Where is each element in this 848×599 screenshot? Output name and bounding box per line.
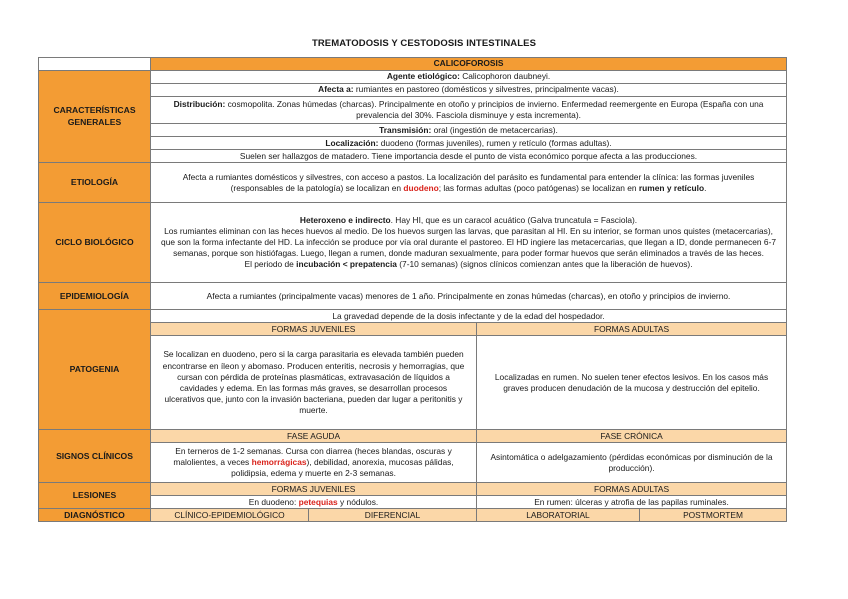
lesiones-juveniles [151, 496, 477, 509]
etiologia-cell [151, 163, 787, 203]
ciclo-heteroxeno: Heteroxeno e indirecto [299, 214, 391, 225]
section-diagnostico: DIAGNÓSTICO [39, 509, 151, 522]
calicoforosis-table [38, 57, 787, 522]
patogenia-juveniles: Se localizan en duodeno, pero si la carga parasitaria es elevada también pueden encontrarse en íleon y abomaso. Producen enteritis, necrosis y hemorragias, que cursan con pérdida de proteínas plasmáticas, extravasación de líquidos a cavidades y edema. En las formas más graves, se desarrollan procesos ulcerativos que, junto con la invasión bacteriana, pueden dar lugar a peritonitis y muerte. [151, 336, 477, 430]
transmision-cell [151, 124, 787, 137]
lesiones-juv-red: petequias [298, 496, 338, 507]
distribucion-text: cosmopolita. Zonas húmedas (charcas). Principalmente en otoño y principios de invierno. Enfermedad reemergente en Europa (España con una prevalencia del 30%. Fasciola disminuye y esta incrementa). [225, 99, 764, 121]
diagnostico-postmortem: POSTMORTEM [640, 509, 787, 522]
document-title: TREMATODOSIS Y CESTODOSIS INTESTINALES [311, 38, 537, 49]
ciclo-periodo [159, 259, 778, 270]
afecta-cell [151, 84, 787, 97]
afecta-label: Afecta a: [318, 84, 354, 95]
ciclo-periodo-pre: El periodo de [244, 259, 297, 270]
section-caracteristicas: CARACTERÍSTICAS GENERALES [39, 71, 151, 163]
signos-cronica: Asintomática o adelgazamiento (pérdidas económicas por disminución de la producción). [477, 443, 787, 483]
section-lesiones: LESIONES [39, 483, 151, 509]
signos-aguda-pre: En terneros de 1-2 semanas. Cursa con diarrea (heces blandas, oscuras y malolientes, a veces [173, 446, 452, 468]
table-header: CALICOFOROSIS [151, 58, 787, 71]
etiologia-text-2: ; las formas adultas (poco patógenas) se localizan en [438, 182, 639, 193]
section-signos: SIGNOS CLÍNICOS [39, 430, 151, 483]
epidemiologia-cell: Afecta a rumiantes (principalmente vacas) menores de 1 año. Principalmente en zonas húmedas (charcas), en otoño y principios de invierno. [151, 283, 787, 310]
lesiones-juv-pre: En duodeno: [248, 496, 299, 507]
signos-aguda [151, 443, 477, 483]
agente-cell [151, 71, 787, 84]
diagnostico-diferencial: DIFERENCIAL [309, 509, 477, 522]
lesiones-adultas: En rumen: úlceras y atrofia de las papilas ruminales. [477, 496, 787, 509]
ciclo-cell [151, 203, 787, 283]
etiologia-rumen: rumen y retículo [638, 182, 705, 193]
distribucion-cell [151, 97, 787, 124]
section-etiologia: ETIOLOGÍA [39, 163, 151, 203]
patogenia-col-adultas: FORMAS ADULTAS [477, 323, 787, 336]
signos-col-cronica: FASE CRÓNICA [477, 430, 787, 443]
lesiones-col-adultas: FORMAS ADULTAS [477, 483, 787, 496]
ciclo-periodo-bold: incubación < prepatencia [296, 259, 397, 270]
distribucion-label: Distribución: [173, 99, 226, 109]
signos-aguda-post: ), debilidad, anorexia, mucosas pálidas, polidipsia, edema y muerte en 2-3 semanas. [231, 457, 454, 479]
ciclo-periodo-post: (7-10 semanas) (signos clínicos comienzan antes que la liberación de huevos). [396, 259, 693, 270]
section-epidemiologia: EPIDEMIOLOGÍA [39, 283, 151, 310]
ciclo-line1 [159, 215, 778, 226]
transmision-label: Transmisión: [379, 124, 432, 135]
ciclo-line1-text: . Hay HI, que es un caracol acuático (Galva truncatula = Fasciola). [390, 214, 638, 225]
localizacion-text: duodeno (formas juveniles), rumen y retículo (formas adultas). [378, 137, 612, 148]
diagnostico-clinico: CLÍNICO-EPIDEMIOLÓGICO [151, 509, 309, 522]
etiologia-duodeno: duodeno [403, 182, 439, 193]
agente-text: Calicophoron daubneyi. [459, 71, 551, 82]
transmision-text: oral (ingestión de metacercarias). [431, 124, 558, 135]
patogenia-adultas: Localizadas en rumen. No suelen tener efectos lesivos. En los casos más graves producen denudación de la mucosa y destrucción del epitelio. [477, 336, 787, 430]
localizacion-label: Localización: [325, 137, 379, 148]
signos-col-aguda: FASE AGUDA [151, 430, 477, 443]
signos-aguda-red: hemorrágicas [251, 457, 307, 468]
ciclo-body: Los rumiantes eliminan con las heces huevos al medio. De los huevos surgen las larvas, que parasitan al HI. En su interior, se forman unos quistes (metacercarias), que son la forma infectante del HD. La infección se produce por vía oral durante el pastoreo. El HD ingiere las metacercarias, que llegan a ID, donde permanecen 6-7 semanas, porque son histiófagas. Luego, llegan a rumen, donde maduran sexualmente, para poder formar huevos que serán eliminados a través de las heces. [161, 226, 777, 259]
agente-label: Agente etiológico: [386, 71, 460, 82]
etiologia-text-3: . [704, 182, 707, 193]
lesiones-juv-post: y nódulos. [337, 496, 379, 507]
afecta-text: rumiantes en pastoreo (domésticos y silvestres, principalmente vacas). [353, 84, 619, 95]
section-ciclo: CICLO BIOLÓGICO [39, 203, 151, 283]
etiologia-text-1: Afecta a rumiantes domésticos y silvestres, con acceso a pastos. La localización del parásito es fundamental para entender la clínica: las formas juveniles (responsables de la patología) se localizan en [182, 171, 755, 193]
patogenia-intro: La gravedad depende de la dosis infectante y de la edad del hospedador. [151, 310, 787, 323]
matadero-cell: Suelen ser hallazgos de matadero. Tiene importancia desde el punto de vista económico porque afecta a las producciones. [151, 150, 787, 163]
lesiones-col-juveniles: FORMAS JUVENILES [151, 483, 477, 496]
patogenia-col-juveniles: FORMAS JUVENILES [151, 323, 477, 336]
localizacion-cell [151, 137, 787, 150]
section-patogenia: PATOGENIA [39, 310, 151, 430]
diagnostico-laboratorial: LABORATORIAL [477, 509, 640, 522]
